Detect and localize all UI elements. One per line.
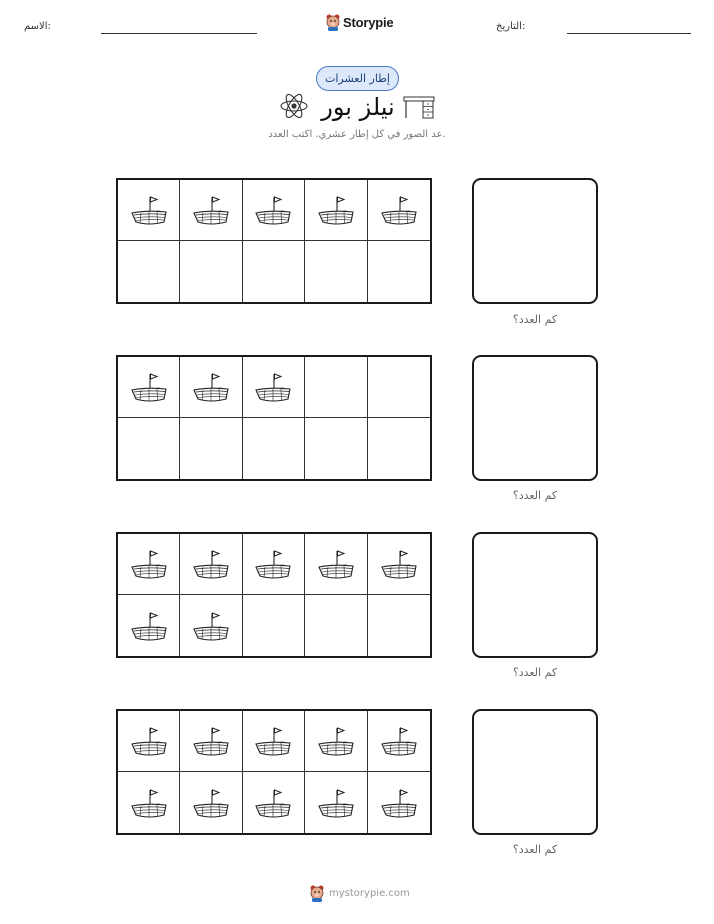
boat-icon [191, 786, 231, 820]
ten-frame-1 [116, 178, 432, 304]
ten-frame-cell [305, 180, 367, 241]
ten-frame-cell [243, 241, 305, 302]
answer-box-4[interactable] [472, 709, 598, 835]
boat-icon [129, 724, 169, 758]
boat-icon [129, 786, 169, 820]
brand-logo [325, 13, 393, 31]
ten-frame-cell [368, 595, 430, 656]
brand-name: Storypie [343, 14, 394, 30]
ten-frame-cell [118, 772, 180, 833]
ten-frame-cell [118, 534, 180, 595]
desk-icon [403, 95, 435, 119]
boat-icon [379, 724, 419, 758]
ten-frame-cell [180, 534, 242, 595]
ten-frame-cell [118, 711, 180, 772]
boat-icon [253, 193, 293, 227]
ten-frame-cell [180, 357, 242, 418]
date-label: التاريخ: [496, 21, 526, 32]
ten-frame-cell [180, 241, 242, 302]
ten-frame-cell [368, 180, 430, 241]
ten-frame-cell [243, 418, 305, 479]
ten-frame-cell [118, 241, 180, 302]
ten-frame-cell [305, 418, 367, 479]
ten-frame-3 [116, 532, 432, 658]
ten-frame-cell [118, 418, 180, 479]
boat-icon [379, 193, 419, 227]
instructions: عد الصور في كل إطار عشري. اكتب العدد. [268, 129, 446, 140]
ten-frame-cell [305, 711, 367, 772]
boat-icon [191, 547, 231, 581]
worksheet-title: نيلز بور [321, 93, 395, 121]
boat-icon [316, 786, 356, 820]
boat-icon [191, 724, 231, 758]
boat-icon [316, 724, 356, 758]
name-line[interactable] [101, 33, 257, 34]
topic-badge: إطار العشرات [316, 66, 399, 91]
ten-frame-cell [305, 595, 367, 656]
ten-frame-cell [243, 180, 305, 241]
answer-prompt-3: كم العدد؟ [512, 666, 558, 679]
ten-frame-cell [243, 534, 305, 595]
ten-frame-cell [368, 534, 430, 595]
boat-icon [191, 193, 231, 227]
boat-icon [191, 370, 231, 404]
ten-frame-cell [243, 595, 305, 656]
ten-frame-cell [368, 772, 430, 833]
ten-frame-cell [305, 357, 367, 418]
boat-icon [253, 724, 293, 758]
atom-icon [279, 91, 309, 121]
ten-frame-cell [305, 241, 367, 302]
ten-frame-4 [116, 709, 432, 835]
boat-icon [316, 547, 356, 581]
ten-frame-cell [368, 357, 430, 418]
name-label: الاسم: [24, 21, 51, 32]
boat-icon [253, 786, 293, 820]
date-line[interactable] [567, 33, 691, 34]
ten-frame-cell [305, 772, 367, 833]
boat-icon [129, 547, 169, 581]
answer-prompt-1: كم العدد؟ [512, 313, 558, 326]
footer [309, 884, 410, 902]
boat-icon [129, 609, 169, 643]
answer-prompt-2: كم العدد؟ [512, 489, 558, 502]
answer-box-1[interactable] [472, 178, 598, 304]
ten-frame-cell [180, 711, 242, 772]
ten-frame-cell [243, 772, 305, 833]
answer-box-3[interactable] [472, 532, 598, 658]
ten-frame-cell [243, 357, 305, 418]
boat-icon [253, 547, 293, 581]
ten-frame-2 [116, 355, 432, 481]
bear-logo-icon [325, 13, 341, 31]
boat-icon [129, 370, 169, 404]
ten-frame-cell [368, 711, 430, 772]
ten-frame-cell [368, 418, 430, 479]
footer-url[interactable]: mystorypie.com [329, 887, 410, 899]
boat-icon [253, 370, 293, 404]
answer-box-2[interactable] [472, 355, 598, 481]
ten-frame-cell [180, 418, 242, 479]
boat-icon [316, 193, 356, 227]
boat-icon [191, 609, 231, 643]
ten-frame-cell [118, 357, 180, 418]
ten-frame-cell [243, 711, 305, 772]
ten-frame-cell [368, 241, 430, 302]
ten-frame-cell [180, 595, 242, 656]
boat-icon [379, 547, 419, 581]
boat-icon [379, 786, 419, 820]
ten-frame-cell [180, 180, 242, 241]
ten-frame-cell [118, 595, 180, 656]
ten-frame-cell [305, 534, 367, 595]
bear-logo-icon [309, 884, 325, 902]
ten-frame-cell [118, 180, 180, 241]
boat-icon [129, 193, 169, 227]
answer-prompt-4: كم العدد؟ [512, 843, 558, 856]
ten-frame-cell [180, 772, 242, 833]
